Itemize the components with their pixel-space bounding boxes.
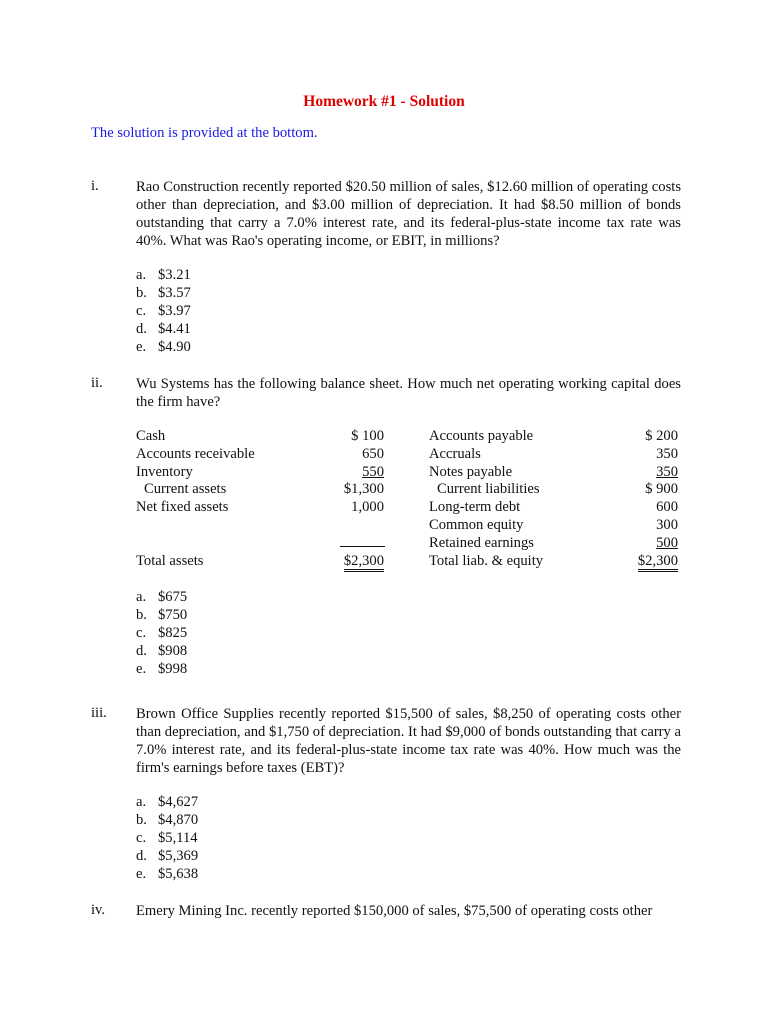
- question-number: iv.: [91, 902, 106, 918]
- choice-c: c. $825: [136, 625, 188, 641]
- balance-sheet-row: Net fixed assets 1,000 Long-term debt 600: [136, 499, 678, 516]
- balance-sheet-row: Retained earnings 500: [429, 534, 678, 551]
- total-assets-rule: [340, 546, 385, 547]
- choice-a: a. $4,627: [136, 794, 199, 810]
- balance-sheet-row: Common equity 300: [429, 517, 678, 533]
- question-number: ii.: [91, 375, 103, 391]
- choice-e: e. $5,638: [136, 866, 199, 882]
- choice-c: c. $5,114: [136, 830, 198, 846]
- solution-note: The solution is provided at the bottom.: [91, 125, 318, 141]
- choice-b: b. $4,870: [136, 812, 199, 828]
- choice-a: a. $3.21: [136, 267, 191, 283]
- question-number: iii.: [91, 705, 107, 721]
- balance-sheet: [136, 428, 681, 573]
- balance-sheet-row: Total assets $2,300 Total liab. & equity $2,300: [136, 553, 681, 571]
- balance-sheet-row: Current assets $1,300 Current liabilities $ 900: [144, 481, 678, 498]
- choice-d: d. $5,369: [136, 848, 199, 864]
- choice-b: b. $3.57: [136, 285, 191, 301]
- question-text: Wu Systems has the following balance sheet. How much net operating working capital does the firm have?: [136, 376, 681, 410]
- answer-choices: [136, 793, 198, 883]
- choice-d: d. $908: [136, 643, 188, 659]
- choice-a: a. $675: [136, 589, 188, 605]
- answer-choices: [136, 588, 187, 678]
- balance-sheet-row: Inventory 550 Notes payable 350: [136, 463, 678, 480]
- question-text: Rao Construction recently reported $20.50 million of sales, $12.60 million of operating costs other than depreciation, and $3.00 million of depreciation. It had $8.50 million of bonds outstanding that carry a 7.0% interest rate, and its federal-plus-state income tax rate was 40%. What was Rao's operating income, or EBIT, in millions?: [136, 179, 681, 249]
- choice-e: e. $4.90: [136, 339, 191, 355]
- question-number: i.: [91, 178, 99, 194]
- choice-e: e. $998: [136, 661, 188, 677]
- page-title: Homework #1 - Solution: [303, 93, 465, 110]
- balance-sheet-row: Cash $ 100 Accounts payable $ 200: [136, 428, 678, 444]
- choice-c: c. $3.97: [136, 303, 191, 319]
- answer-choices: [136, 266, 191, 356]
- question-text: Brown Office Supplies recently reported $15,500 of sales, $8,250 of operating costs other than depreciation, and $1,750 of depreciation. It had $9,000 of bonds outstanding that carry a 7.0% interest rate, and its federal-plus-state income tax rate was 40%. How much was the firm's earnings before taxes (EBT)?: [136, 706, 681, 776]
- balance-sheet-row: Accounts receivable 650 Accruals 350: [136, 445, 678, 462]
- choice-b: b. $750: [136, 607, 188, 623]
- choice-d: d. $4.41: [136, 321, 191, 337]
- question-text: Emery Mining Inc. recently reported $150,000 of sales, $75,500 of operating costs other: [136, 903, 653, 919]
